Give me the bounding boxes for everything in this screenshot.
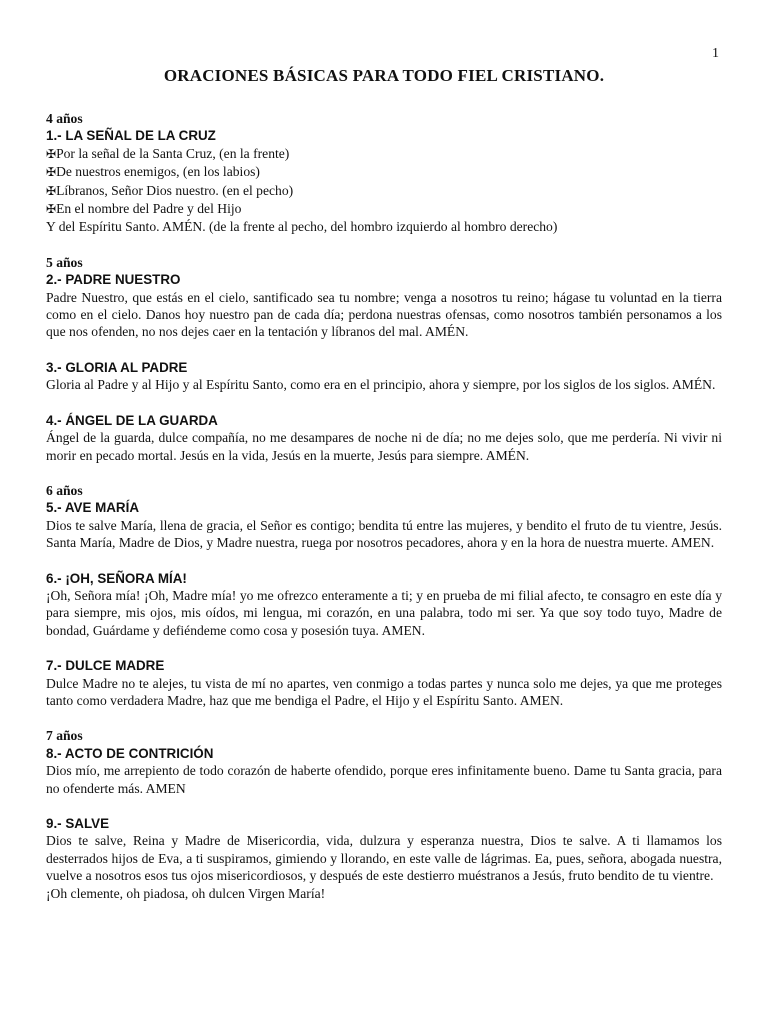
page-number: 1 — [712, 46, 719, 61]
prayer-text: Padre Nuestro, que estás en el cielo, santificado sea tu nombre; venga a nosotros tu reino; hágase tu voluntad en la tierra como en el cielo. Danos hoy nuestro pan de cada día; perdona nuestras ofensas, como nosotros también personamos a los que nos ofenden, no nos dejes caer en la tentación y líbranos del mal. AMÉN. — [46, 289, 722, 340]
section-angel-de-la-guarda — [46, 412, 722, 464]
prayer-heading: 1.- LA SEÑAL DE LA CRUZ — [46, 128, 216, 144]
prayer-line: ✠En el nombre del Padre y del Hijo — [46, 201, 242, 217]
prayer-line: ¡Oh clemente, oh piadosa, oh dulcen Virgen María! — [46, 885, 326, 901]
age-label: 4 años — [46, 111, 83, 126]
section-ave-maria — [46, 482, 722, 552]
section-acto-de-contricion — [46, 727, 722, 797]
cross-icon: ✠ — [46, 146, 57, 161]
section-oh-senora-mia — [46, 570, 722, 640]
prayer-heading: 9.- SALVE — [46, 816, 109, 831]
prayer-heading: 2.- PADRE NUESTRO — [46, 272, 181, 288]
section-padre-nuestro — [46, 254, 722, 341]
prayer-text: Dios mío, me arrepiento de todo corazón de haberte ofendido, porque eres infinitamente bueno. Dame tu Santa gracia, para no ofenderte más. AMEN — [46, 763, 722, 796]
prayer-line: ✠Por la señal de la Santa Cruz, (en la frente) — [46, 145, 290, 161]
prayer-heading: 5.- AVE MARÍA — [46, 500, 139, 516]
document-title: ORACIONES BÁSICAS PARA TODO FIEL CRISTIANO. — [163, 66, 605, 85]
age-label: 7 años — [46, 728, 83, 744]
prayer-text: Dulce Madre no te alejes, tu vista de mí no apartes, ven conmigo a todas partes y nunca solo me dejes, ya que me proteges tanto como verdadera Madre, haz que me bendiga el Padre, el Hijo y el Espíritu Santo. AMEN. — [46, 675, 722, 708]
prayer-heading: 4.- ÁNGEL DE LA GUARDA — [46, 412, 218, 428]
age-label: 5 años — [46, 254, 83, 270]
age-label: 6 años — [46, 482, 83, 498]
prayer-text: Dios te salve María, llena de gracia, el Señor es contigo; bendita tú entre las mujeres, y bendito el fruto de tu vientre, Jesús. Santa María, Madre de Dios, y Madre nuestra, ruega por nosotros pecadores, ahora y en la hora de nuestra muerte. AMEN. — [46, 517, 722, 551]
cross-icon: ✠ — [46, 183, 57, 198]
prayer-heading: 7.- DULCE MADRE — [46, 658, 165, 674]
section-gloria-al-padre — [46, 359, 722, 394]
prayer-text: Dios te salve, Reina y Madre de Misericordia, vida, dulzura y esperanza nuestra, Dios te salve. A ti llamamos los desterrados hijos de Eva, a ti suspiramos, gimiendo y llorando, en este valle de lágrimas. Ea, pues, señora, abogada nuestra, vuelve a nosotros esos tus ojos misericordiosos, y después de este destierro muéstranos a Jesús, fruto bendito de tu vientre. — [46, 833, 722, 884]
prayer-heading: 6.- ¡OH, SEÑORA MÍA! — [46, 570, 187, 586]
section-senal-de-la-cruz — [46, 110, 722, 236]
document-body — [46, 110, 722, 920]
prayer-text: Gloria al Padre y al Hijo y al Espíritu Santo, como era en el principio, ahora y siempre, por los siglos de los siglos. AMÉN. — [46, 377, 716, 393]
prayer-line: ✠Líbranos, Señor Dios nuestro. (en el pecho) — [46, 182, 294, 198]
prayer-line: Y del Espíritu Santo. AMÉN. (de la frente al pecho, del hombro izquierdo al hombro derecho) — [46, 219, 558, 235]
cross-icon: ✠ — [46, 165, 57, 180]
prayer-line: ✠De nuestros enemigos, (en los labios) — [46, 164, 260, 180]
prayer-text: Ángel de la guarda, dulce compañía, no me desampares de noche ni de día; no me dejes solo, que me perdería. Ni vivir ni morir en pecado mortal. Jesús en la vida, Jesús en la muerte, Jesús para siempre. AMÉN. — [46, 430, 722, 463]
cross-icon: ✠ — [46, 202, 57, 217]
section-dulce-madre — [46, 657, 722, 709]
prayer-heading: 8.- ACTO DE CONTRICIÓN — [46, 745, 214, 761]
prayer-text: ¡Oh, Señora mía! ¡Oh, Madre mía! yo me ofrezco enteramente a ti; y en prueba de mi filial afecto, te consagro en este día y para siempre, mis ojos, mis oídos, mi lengua, mi corazón, en una palabra, todo mi ser. Ya que soy todo tuyo, Madre de bondad, Guárdame y defiéndeme como cosa y posesión tuya. AMEN. — [46, 587, 722, 638]
section-salve — [46, 815, 722, 902]
prayer-heading: 3.- GLORIA AL PADRE — [46, 359, 188, 375]
